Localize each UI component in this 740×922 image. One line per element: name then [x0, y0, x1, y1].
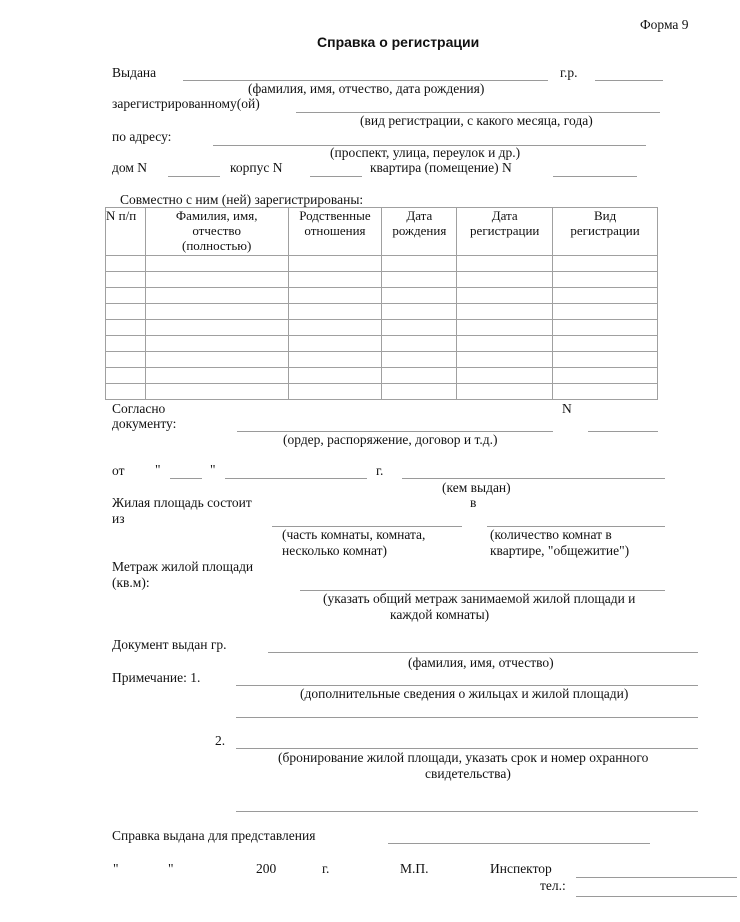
column-header — [288, 208, 382, 256]
column-header-line: N п/п — [106, 208, 137, 223]
document-label-2: документу: — [112, 416, 177, 431]
note-1-extra-field[interactable] — [236, 717, 698, 718]
year-label: г. — [376, 463, 384, 478]
living-space-label-2: из — [112, 511, 125, 526]
issued-doc-label: Документ выдан гр. — [112, 637, 227, 652]
table-row — [106, 288, 658, 304]
table-cell[interactable] — [457, 256, 553, 272]
column-header-line: регистрации — [470, 223, 540, 238]
table-cell[interactable] — [553, 320, 658, 336]
cohabitants-label: Совместно с ним (ней) зарегистрированы: — [120, 192, 364, 207]
room-count-caption-1: (количество комнат в — [490, 527, 612, 542]
table-cell[interactable] — [457, 368, 553, 384]
table-cell[interactable] — [553, 288, 658, 304]
area-label-1: Метраж жилой площади — [112, 559, 254, 574]
building-label: корпус N — [230, 160, 283, 175]
table-cell[interactable] — [457, 288, 553, 304]
full-name-caption: (фамилия, имя, отчество, дата рождения) — [248, 81, 485, 96]
table-row — [106, 304, 658, 320]
column-header-line: отчество — [192, 223, 241, 238]
stamp-label: М.П. — [400, 861, 429, 876]
table-cell[interactable] — [553, 256, 658, 272]
purpose-label: Справка выдана для представления — [112, 828, 316, 843]
purpose-field[interactable] — [388, 843, 650, 844]
column-header — [145, 208, 288, 256]
building-field[interactable] — [310, 176, 362, 177]
table-cell[interactable] — [106, 256, 146, 272]
footer-year-suffix: г. — [322, 861, 330, 876]
column-header-line: Вид — [593, 208, 617, 223]
address-caption: (проспект, улица, переулок и др.) — [330, 145, 521, 160]
column-header-line: (полностью) — [182, 238, 252, 253]
area-caption-2: каждой комнаты) — [390, 607, 490, 622]
table-cell[interactable] — [457, 352, 553, 368]
table-cell[interactable] — [145, 272, 288, 288]
table-cell[interactable] — [106, 336, 146, 352]
address-label: по адресу: — [112, 129, 172, 144]
table-cell[interactable] — [288, 336, 382, 352]
table-cell[interactable] — [145, 368, 288, 384]
table-row — [106, 320, 658, 336]
room-part-caption-1: (часть комнаты, комната, — [282, 527, 426, 542]
table-cell[interactable] — [106, 352, 146, 368]
table-row — [106, 272, 658, 288]
form-number: Форма 9 — [640, 17, 689, 32]
footer-close-quote: " — [168, 861, 174, 876]
column-header — [553, 208, 658, 256]
document-number-label: N — [562, 401, 572, 416]
inspector-label: Инспектор — [490, 861, 552, 876]
month-year-field[interactable] — [225, 478, 367, 479]
inspector-field[interactable] — [576, 877, 737, 878]
table-cell[interactable] — [288, 320, 382, 336]
area-caption-1: (указать общий метраж занимаемой жилой площади и — [323, 591, 636, 606]
table-cell[interactable] — [145, 320, 288, 336]
close-quote: " — [210, 462, 216, 477]
table-cell[interactable] — [553, 352, 658, 368]
day-field[interactable] — [170, 478, 202, 479]
table-cell[interactable] — [106, 304, 146, 320]
table-cell[interactable] — [145, 304, 288, 320]
table-header-row — [106, 208, 658, 256]
table-cell[interactable] — [145, 352, 288, 368]
table-cell[interactable] — [145, 384, 288, 400]
table-cell[interactable] — [288, 288, 382, 304]
table-cell[interactable] — [382, 320, 457, 336]
issued-doc-caption: (фамилия, имя, отчество) — [408, 655, 554, 670]
table-cell[interactable] — [106, 384, 146, 400]
table-cell[interactable] — [145, 288, 288, 304]
table-cell[interactable] — [288, 272, 382, 288]
table-cell[interactable] — [145, 336, 288, 352]
page-title: Справка о регистрации — [317, 34, 480, 50]
open-quote: " — [155, 462, 161, 477]
column-header — [457, 208, 553, 256]
table-cell[interactable] — [288, 368, 382, 384]
table-cell[interactable] — [457, 336, 553, 352]
document-number-field[interactable] — [588, 431, 658, 432]
issued-doc-name-field[interactable] — [268, 652, 698, 653]
table-cell[interactable] — [145, 256, 288, 272]
table-cell[interactable] — [457, 272, 553, 288]
table-cell[interactable] — [106, 272, 146, 288]
in-label: в — [470, 495, 477, 510]
house-field[interactable] — [168, 176, 220, 177]
note-2-field[interactable] — [236, 748, 698, 749]
note-2-caption-1: (бронирование жилой площади, указать срок и номер охранного — [278, 750, 649, 765]
column-header — [106, 208, 146, 256]
note-2-caption-2: свидетельства) — [425, 766, 511, 781]
table-cell[interactable] — [553, 304, 658, 320]
table-row — [106, 368, 658, 384]
column-header-line: регистрации — [570, 223, 640, 238]
registration-type-caption: (вид регистрации, с какого месяца, года) — [360, 113, 593, 128]
table-cell[interactable] — [457, 304, 553, 320]
room-part-caption-2: несколько комнат) — [282, 543, 388, 558]
table-row — [106, 384, 658, 400]
footer-open-quote: " — [113, 861, 119, 876]
from-label: от — [112, 463, 125, 478]
table-cell[interactable] — [288, 304, 382, 320]
registered-label: зарегистрированному(ой) — [112, 96, 260, 111]
table-cell[interactable] — [553, 368, 658, 384]
note-2-number: 2. — [215, 733, 226, 748]
birth-year-field[interactable] — [595, 80, 663, 81]
table-cell[interactable] — [288, 256, 382, 272]
room-count-caption-2: квартире, "общежитие") — [490, 543, 630, 558]
issuer-field[interactable] — [402, 478, 665, 479]
table-cell[interactable] — [288, 352, 382, 368]
table-cell[interactable] — [382, 272, 457, 288]
table-cell[interactable] — [553, 272, 658, 288]
note-2-extra-field[interactable] — [236, 811, 698, 812]
note-1-caption: (дополнительные сведения о жильцах и жилой площади) — [300, 686, 629, 701]
table-cell[interactable] — [553, 384, 658, 400]
apartment-field[interactable] — [553, 176, 637, 177]
table-cell[interactable] — [457, 320, 553, 336]
column-header-line: Родственные — [299, 208, 371, 223]
table-cell[interactable] — [382, 304, 457, 320]
issuer-caption: (кем выдан) — [442, 480, 511, 495]
table-cell[interactable] — [382, 336, 457, 352]
table-row — [106, 352, 658, 368]
table-cell[interactable] — [382, 288, 457, 304]
cohabitants-table — [105, 207, 658, 400]
phone-field[interactable] — [576, 896, 737, 897]
document-label-1: Согласно — [112, 401, 166, 416]
table-cell[interactable] — [106, 368, 146, 384]
column-header-line: Фамилия, имя, — [175, 208, 258, 223]
column-header-line: отношения — [304, 223, 366, 238]
house-label: дом N — [112, 160, 148, 175]
table-cell[interactable] — [553, 336, 658, 352]
table-cell[interactable] — [382, 352, 457, 368]
notes-label: Примечание: 1. — [112, 670, 201, 685]
living-space-label-1: Жилая площадь состоит — [112, 495, 252, 510]
column-header-line: рождения — [392, 223, 447, 238]
column-header-line: Дата — [491, 208, 518, 223]
table-cell[interactable] — [382, 368, 457, 384]
table-cell[interactable] — [382, 384, 457, 400]
table-cell[interactable] — [106, 320, 146, 336]
apartment-label: квартира (помещение) N — [370, 160, 512, 175]
document-type-caption: (ордер, распоряжение, договор и т.д.) — [283, 432, 498, 447]
issued-to-label: Выдана — [112, 65, 157, 80]
table-cell[interactable] — [457, 384, 553, 400]
phone-label: тел.: — [540, 878, 566, 893]
table-cell[interactable] — [288, 384, 382, 400]
table-cell[interactable] — [106, 288, 146, 304]
column-header — [382, 208, 457, 256]
area-label-2: (кв.м): — [112, 575, 150, 590]
table-row — [106, 256, 658, 272]
table-cell[interactable] — [382, 256, 457, 272]
birth-year-label: г.р. — [560, 65, 578, 80]
footer-year: 200 — [256, 861, 277, 876]
table-row — [106, 336, 658, 352]
column-header-line: Дата — [406, 208, 433, 223]
